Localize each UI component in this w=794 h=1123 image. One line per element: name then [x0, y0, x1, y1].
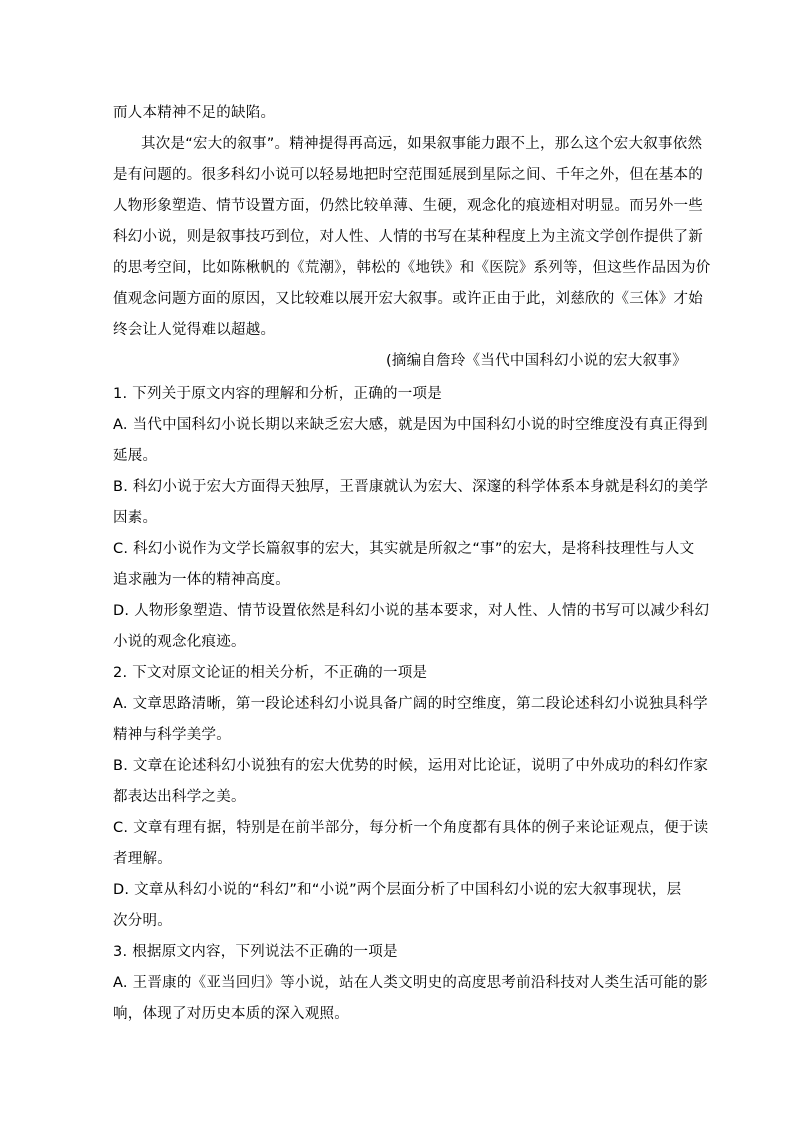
- q2-option-b: B. 文章在论述科幻小说独有的宏大优势的时候，运用对比论证，说明了中外成功的科幻作家: [113, 758, 709, 774]
- question-1-stem: 1. 下列关于原文内容的理解和分析，正确的一项是: [113, 386, 442, 402]
- q1-option-d-cont: 小说的观念化痕迹。: [113, 634, 246, 650]
- q2-option-a: A. 文章思路清晰，第一段论述科幻小说具备广阔的时空维度，第二段论述科幻小说独具科学: [113, 696, 708, 712]
- q2-option-b-cont: 都表达出科学之美。: [113, 789, 246, 805]
- paragraph-line: 科幻小说，则是叙事技巧到位，对人性、人情的书写在某种程度上为主流文学创作提供了新: [113, 229, 703, 245]
- paragraph-line: 终会让人觉得难以超越。: [113, 322, 276, 338]
- q2-option-c-cont: 者理解。: [113, 851, 172, 867]
- q1-option-c: C. 科幻小说作为文学长篇叙事的宏大，其实就是所叙之“事”的宏大，是将科技理性与人文: [113, 541, 695, 557]
- q1-option-a-cont: 延展。: [113, 448, 158, 464]
- source-citation: (摘编自詹玲《当代中国科幻小说的宏大叙事》: [386, 353, 687, 369]
- q1-option-a: A. 当代中国科幻小说长期以来缺乏宏大感，就是因为中国科幻小说的时空维度没有真正得到: [113, 417, 708, 433]
- paragraph-line: 的思考空间，比如陈楸帆的《荒潮》，韩松的《地铁》和《医院》系列等，但这些作品因为价: [113, 260, 711, 276]
- paragraph-line: 人物形象塑造、情节设置方面，仍然比较单薄、生硬，观念化的痕迹相对明显。而另外一些: [113, 198, 703, 214]
- paragraph-line: 其次是“宏大的叙事”。精神提得再高远，如果叙事能力跟不上，那么这个宏大叙事依然: [141, 136, 703, 152]
- q2-option-d-cont: 次分明。: [113, 913, 172, 929]
- question-3-stem: 3. 根据原文内容，下列说法不正确的一项是: [113, 944, 398, 960]
- q1-option-b: B. 科幻小说于宏大方面得天独厚，王晋康就认为宏大、深邃的科学体系本身就是科幻的美学: [113, 479, 709, 495]
- paragraph-line: 而人本精神不足的缺陷。: [113, 105, 276, 121]
- q1-option-d: D. 人物形象塑造、情节设置依然是科幻小说的基本要求，对人性、人情的书写可以减少科幻: [113, 603, 710, 619]
- q3-option-a-cont: 响，体现了对历史本质的深入观照。: [113, 1006, 349, 1022]
- q2-option-c: C. 文章有理有据，特别是在前半部分，每分析一个角度都有具体的例子来论证观点，便于读: [113, 820, 709, 836]
- q2-option-d: D. 文章从科幻小说的“科幻”和“小说”两个层面分析了中国科幻小说的宏大叙事现状，层: [113, 882, 682, 898]
- q1-option-b-cont: 因素。: [113, 510, 158, 526]
- q2-option-a-cont: 精神与科学美学。: [113, 727, 231, 743]
- q1-option-c-cont: 追求融为一体的精神高度。: [113, 572, 290, 588]
- paragraph-line: 是有问题的。很多科幻小说可以轻易地把时空范围延展到星际之间、千年之外，但在基本的: [113, 167, 703, 183]
- q3-option-a: A. 王晋康的《亚当回归》等小说，站在人类文明史的高度思考前沿科技对人类生活可能的影: [113, 975, 708, 991]
- paragraph-line: 值观念问题方面的原因，又比较难以展开宏大叙事。或许正由于此，刘慈欣的《三体》才始: [113, 291, 703, 307]
- question-2-stem: 2. 下文对原文论证的相关分析，不正确的一项是: [113, 665, 428, 681]
